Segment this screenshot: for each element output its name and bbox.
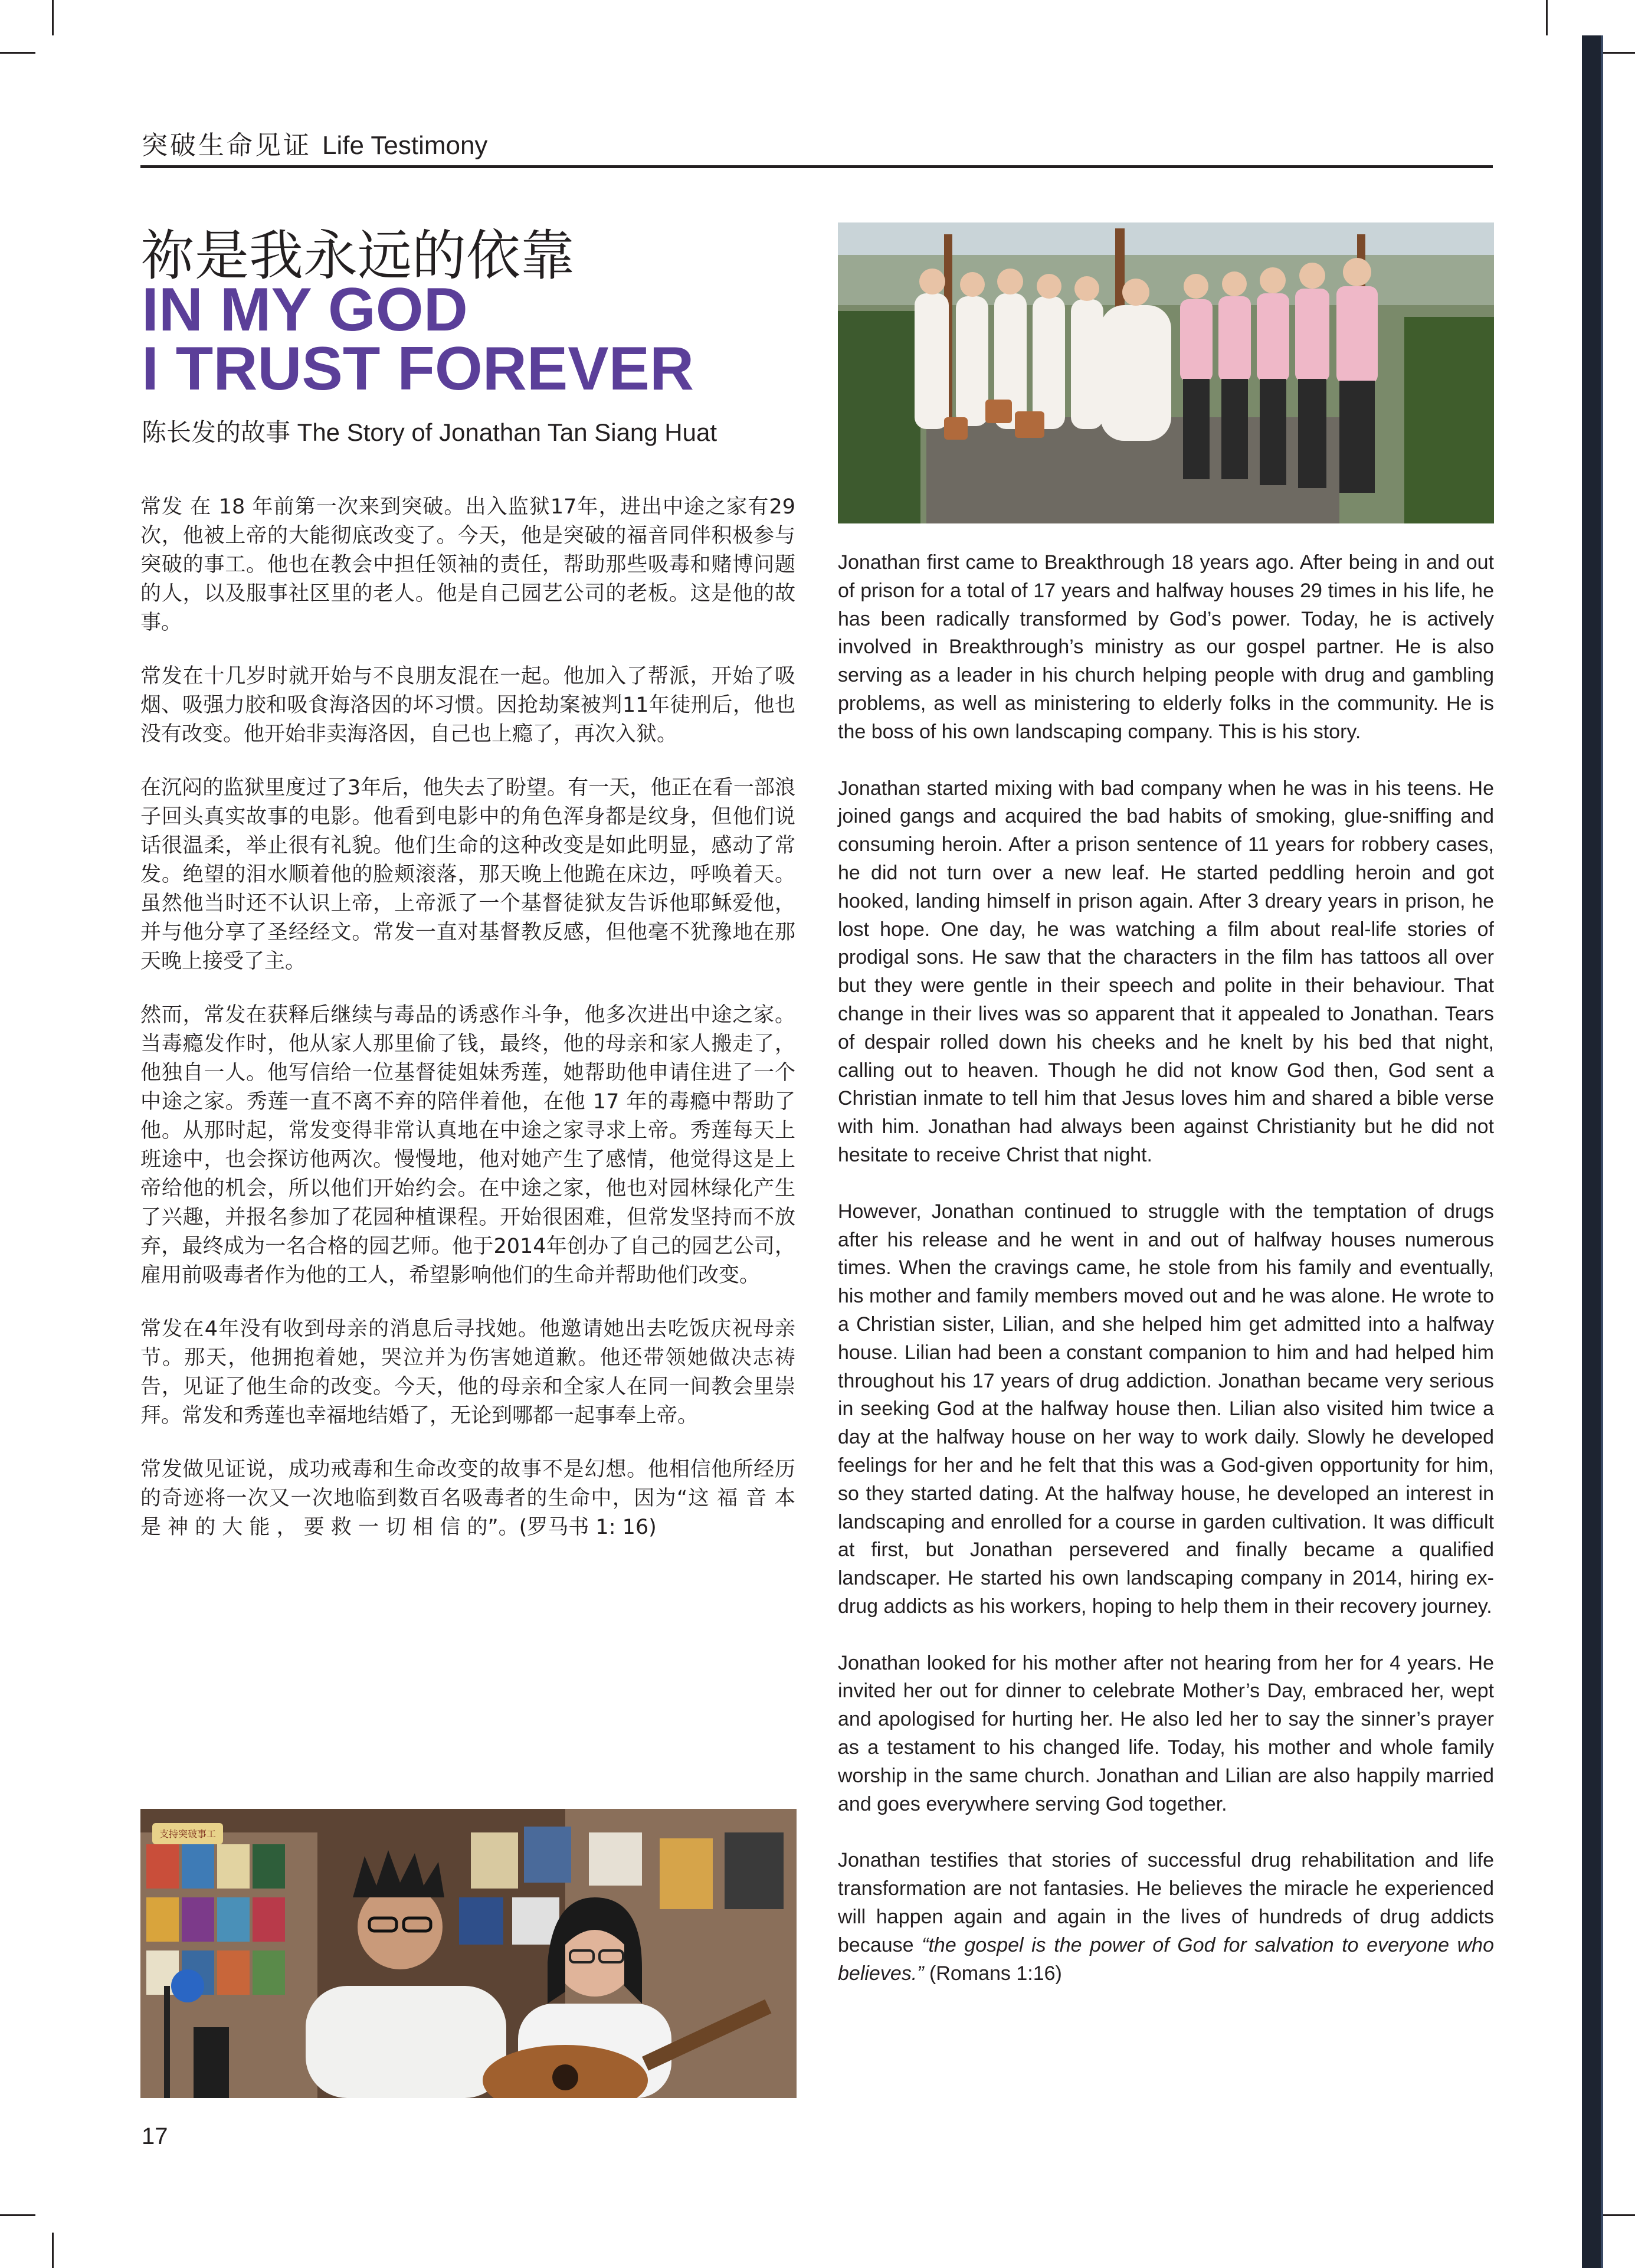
chinese-paragraph: 常发做见证说，成功戒毒和生命改变的故事不是幻想。他相信他所经历的奇迹将一次又一次地临到数百名吸毒者的生命中，因为“这 福 音 本 是 神 的 大 能 ， 要 救 一 切 相 信 的”。(罗马书 1: 16) [140,1458,795,1539]
chinese-paragraph: 常发在4年没有收到母亲的消息后寻找她。他邀请她出去吃饭庆祝母亲节。那天，他拥抱着她，哭泣并为伤害她道歉。他还带领她做决志祷告，见证了他生命的改变。今天，他的母亲和全家人在同一间教会里崇拜。常发和秀莲也幸福地结婚了，无论到哪都一起事奉上帝。 [140,1317,795,1428]
couple-in-bookshop-photo [140,1809,797,2098]
wedding-group-photo [838,222,1494,523]
chinese-paragraph: 然而，常发在获释后继续与毒品的诱惑作斗争，他多次进出中途之家。当毒瘾发作时，他从家人那里偷了钱，最终，他的母亲和家人搬走了，他独自一人。他写信给一位基督徒姐妹秀莲，她帮助他申请住进了一个中途之家。秀莲一直不离不弃的陪伴着他，在他 17 年的毒瘾中帮助了他。从那时起，常发变得非常认真地在中途之家寻求上帝。秀莲每天上班途中，也会探访他两次。慢慢地，他对她产生了感情，他觉得这是上帝给他的机会，所以他们开始约会。在中途之家，他也对园林绿化产生了兴趣，并报名参加了花园种植课程。开始很困难，但常发坚持而不放弃，最终成为一名合格的园艺师。他于2014年创办了自己的园艺公司，雇用前吸毒者作为他的工人，希望影响他们的生命并帮助他们改变。 [140,1003,795,1287]
shop-photo-illustration [140,1809,797,2098]
closing-lead: Jonathan testifies that stories of successful drug rehabilitation and life transformation are not fantasies. He believes the miracle he experienced will happen again and again in the lives of hundreds of drug addicts because [838,1849,1494,1956]
page-spine [1582,35,1602,2268]
english-paragraph-last [838,1847,1494,1988]
article-subtitle: 陈长发的故事 The Story of Jonathan Tan Siang Huat [142,418,717,446]
article-title-cn: 祢是我永远的依靠 [140,226,575,286]
crop-mark [52,0,54,35]
page-number: 17 [142,2123,168,2149]
crop-mark [0,52,35,54]
english-column [838,549,1494,2016]
article-title-en [142,276,694,403]
section-label [142,124,487,162]
wedding-photo-illustration [838,222,1494,523]
scripture-quote: “the gospel is the power of God for salvation to everyone who believes.” [838,1933,1494,1985]
section-rule [140,165,1493,168]
crop-mark [52,2233,54,2268]
shop-sign-text: 支持突破事工 [159,1828,217,1840]
crop-mark [1600,52,1635,54]
crop-mark [0,2214,35,2216]
chinese-paragraph: 常发在十几岁时就开始与不良朋友混在一起。他加入了帮派，开始了吸烟、吸强力胶和吸食海洛因的坏习惯。因抢劫案被判11年徒刑后，他也没有改变。他开始非卖海洛因，自己也上瘾了，再次入狱。 [140,665,795,746]
section-label-en: Life Testimony [322,131,488,160]
english-paragraph: Jonathan started mixing with bad company when he was in his teens. He joined gangs and acquired the bad habits of smoking, glue-sniffing and consuming heroin. After a prison sentence of 11 years for robbery cases, he did not turn over a new leaf. He started peddling heroin and got hooked, landing himself in prison again. After 3 dreary years in prison, he lost hope. One day, he was watching a film about real-life stories of prodigal sons. He saw that the characters in the film has tattoos all over but they were gentle in their speech and polite in their behaviour. That change in their lives was so apparent that it appealed to Jonathan. Tears of despair rolled down his cheeks and he knelt by his bed that night, calling out to heaven. Though he did not know God then, God sent a Christian inmate to tell him that Jesus loves him and shared a bible verse with him. Jonathan had always been against Christianity but he did not hesitate to receive Christ that night. [838,777,1494,1166]
crop-mark [1600,2214,1635,2216]
scripture-reference: (Romans 1:16) [923,1962,1062,1985]
article-title-en-line2: I TRUST FOREVER [142,335,694,403]
english-paragraph: Jonathan first came to Breakthrough 18 years ago. After being in and out of prison for a total of 17 years and halfway houses 29 times in his life, he has been radically transformed by God’s power. Today, he is actively involved in Breakthrough’s ministry as our gospel partner. He is also serving as a leader in his church helping people with drug and gambling problems, as well as ministering to elderly folks in the community. He is the boss of his own landscaping company. This is his story. [838,551,1494,743]
article-title-en-line1: IN MY GOD [142,276,468,344]
chinese-column [140,493,795,1567]
crop-mark [1546,0,1548,35]
section-label-cn: 突破生命见证 [142,131,312,160]
page-spine-highlight [1601,35,1603,2268]
chinese-paragraph: 常发 在 18 年前第一次来到突破。出入监狱17年，进出中途之家有29次，他被上帝的大能彻底改变了。今天，他是突破的福音同伴积极参与突破的事工。他也在教会中担任领袖的责任，帮助那些吸毒和赌博问题的人，以及服事社区里的老人。他是自己园艺公司的老板。这是他的故事。 [140,495,795,634]
english-paragraph: However, Jonathan continued to struggle with the temptation of drugs after his release and he went in and out of halfway houses numerous times. When the cravings came, he stole from his family and eventually, his mother and family members moved out and he was alone. He wrote to a Christian sister, Lilian, and she helped him get admitted into a halfway house. Lilian had been a constant companion to him and had helped him throughout his 17 years of drug addiction. Jonathan became very serious in seeking God at the halfway house then. Lilian also visited him twice a day at the halfway house on her way to work daily. Slowly he developed feelings for her and he felt that this was a God-given opportunity for him, so they started dating. At the halfway house, he developed an interest in landscaping and enrolled for a course in garden cultivation. It was difficult at first, but Jonathan persevered and finally became a qualified landscaper. He started his own landscaping company in 2014, hiring ex-drug addicts as his workers, hoping to help them in their recovery journey. [838,1200,1494,1618]
english-paragraph: Jonathan looked for his mother after not hearing from her for 4 years. He invited her out for dinner to celebrate Mother’s Day, embraced her, wept and apologised for hurting her. He also led her to say the sinner’s prayer as a testament to his changed life. Today, his mother and whole family worship in the same church. Jonathan and Lilian are also happily married and goes everywhere serving God together. [838,1651,1494,1815]
chinese-paragraph: 在沉闷的监狱里度过了3年后，他失去了盼望。有一天，他正在看一部浪子回头真实故事的电影。他看到电影中的角色浑身都是纹身，但他们说话很温柔，举止很有礼貌。他们生命的这种改变是如此明显，感动了常发。绝望的泪水顺着他的脸颊滚落，那天晚上他跪在床边，呼唤着天。虽然他当时还不认识上帝，上帝派了一个基督徒狱友告诉他耶稣爱他，并与他分享了圣经经文。常发一直对基督教反感，但他毫不犹豫地在那天晚上接受了主。 [140,776,795,973]
